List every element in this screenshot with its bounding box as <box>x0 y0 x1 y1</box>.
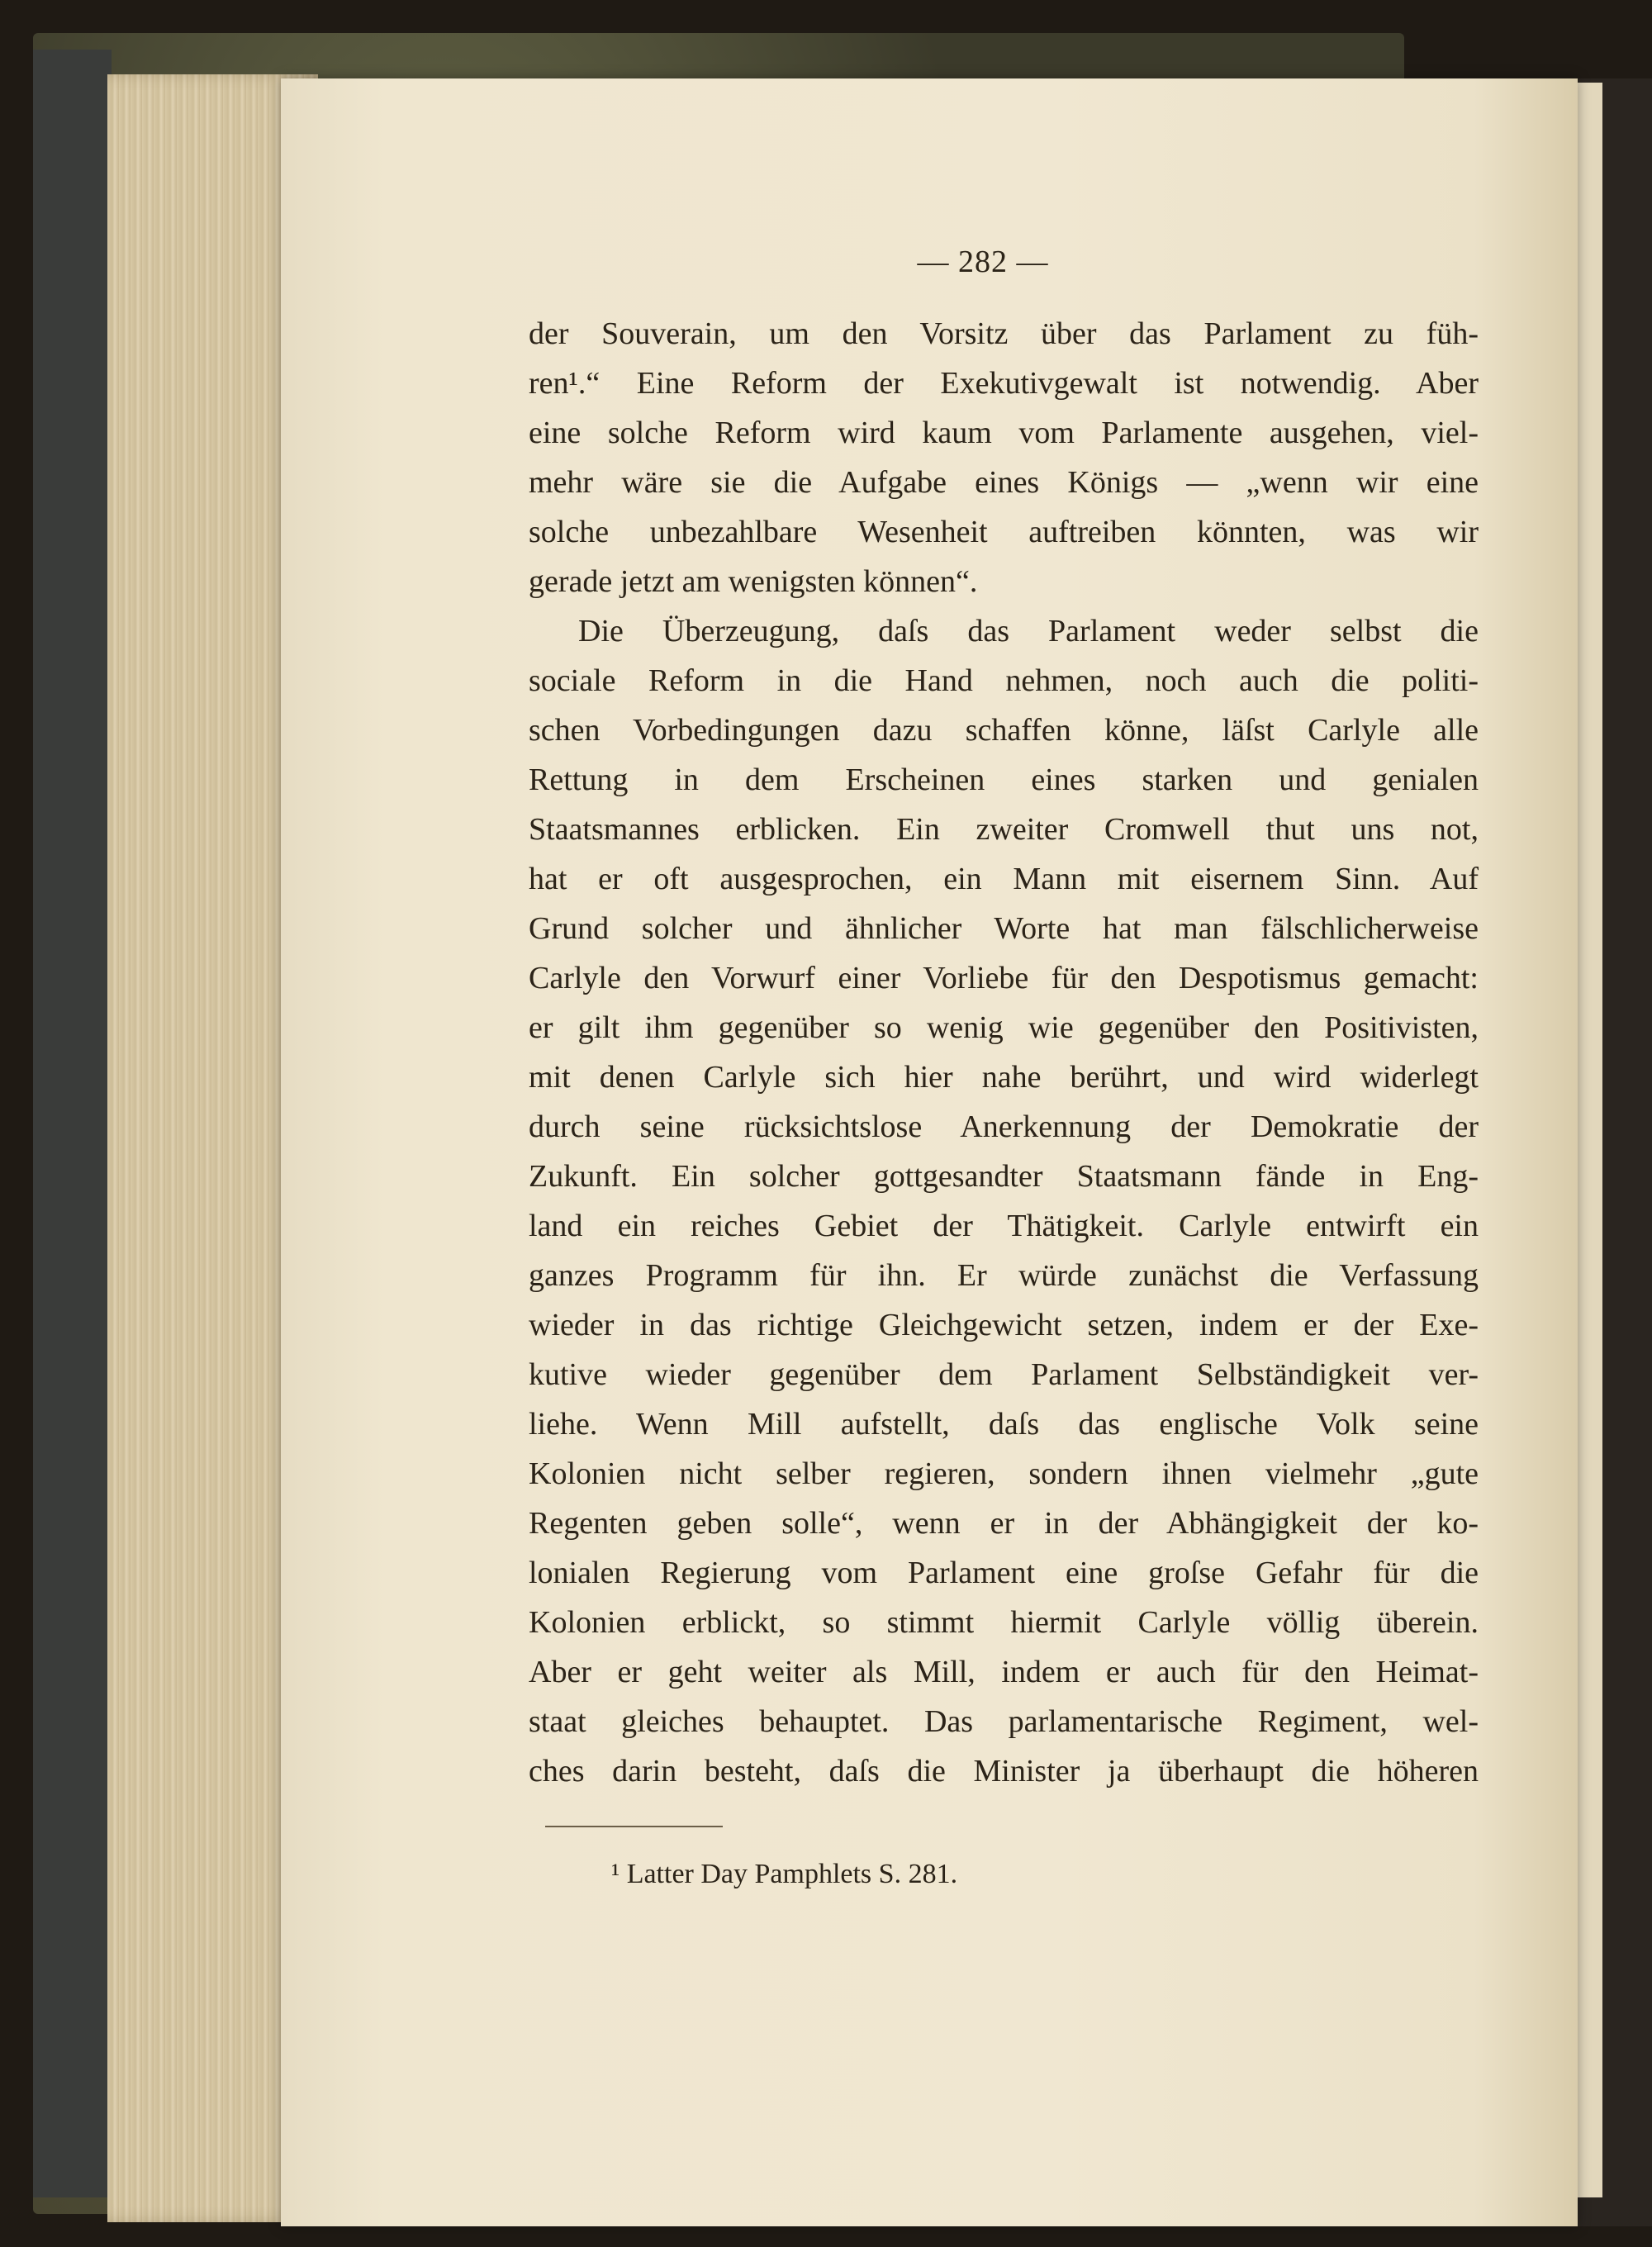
text-line: ches darin besteht, daſs die Minister ja überhaupt die höheren <box>529 1754 1479 1789</box>
next-page-edge <box>1578 83 1602 2197</box>
text-line: Zukunft. Ein solcher gottgesandter Staatsmann fände in Eng- <box>529 1159 1479 1194</box>
text-line: Aber er geht weiter als Mill, indem er auch für den Heimat- <box>529 1655 1479 1689</box>
text-line: durch seine rücksichtslose Anerkennung der Demokratie der <box>529 1109 1479 1144</box>
text-line: Rettung in dem Erscheinen eines starken und genialen <box>529 762 1479 797</box>
cover-spine-edge <box>33 50 112 2197</box>
text-line: land ein reiches Gebiet der Thätigkeit. Carlyle entwirft ein <box>529 1209 1479 1243</box>
text-line: mit denen Carlyle sich hier nahe berührt, und wird widerlegt <box>529 1060 1479 1095</box>
text-line: eine solche Reform wird kaum vom Parlamente ausgehen, viel- <box>529 416 1479 450</box>
text-line: liehe. Wenn Mill aufstellt, daſs das englische Volk seine <box>529 1407 1479 1442</box>
page-number: — 282 — <box>917 245 1049 279</box>
text-line: der Souverain, um den Vorsitz über das Parlament zu füh- <box>529 316 1479 351</box>
text-line: wieder in das richtige Gleichgewicht setzen, indem er der Exe- <box>529 1308 1479 1342</box>
footnote-rule <box>545 1826 723 1827</box>
text-line: sociale Reform in die Hand nehmen, noch auch die politi- <box>529 663 1479 698</box>
text-line: Kolonien nicht selber regieren, sondern ihnen vielmehr „gute <box>529 1456 1479 1491</box>
text-line: ren¹.“ Eine Reform der Exekutivgewalt ist notwendig. Aber <box>529 366 1479 401</box>
text-line: Staatsmannes erblicken. Ein zweiter Cromwell thut uns not, <box>529 812 1479 847</box>
text-line: staat gleiches behauptet. Das parlamentarische Regiment, wel- <box>529 1704 1479 1739</box>
text-line: ganzes Programm für ihn. Er würde zunächst die Verfassung <box>529 1258 1479 1293</box>
text-line: Regenten geben solle“, wenn er in der Abhängigkeit der ko- <box>529 1506 1479 1541</box>
text-line: Kolonien erblickt, so stimmt hiermit Carlyle völlig überein. <box>529 1605 1479 1640</box>
text-line: schen Vorbedingungen dazu schaffen könne, läſst Carlyle alle <box>529 713 1479 748</box>
text-line: Grund solcher und ähnlicher Worte hat man fälschlicherweise <box>529 911 1479 946</box>
text-line: Die Überzeugung, daſs das Parlament weder selbst die <box>578 614 1479 648</box>
footnote: ¹ Latter Day Pamphlets S. 281. <box>611 1859 958 1889</box>
text-line: Carlyle den Vorwurf einer Vorliebe für den Despotismus gemacht: <box>529 961 1479 995</box>
text-line: lonialen Regierung vom Parlament eine groſse Gefahr für die <box>529 1556 1479 1590</box>
text-line: mehr wäre sie die Aufgabe eines Königs — „wenn wir eine <box>529 465 1479 500</box>
text-line: gerade jetzt am wenigsten können“. <box>529 564 978 599</box>
text-line: er gilt ihm gegenüber so wenig wie gegenüber den Positivisten, <box>529 1010 1479 1045</box>
text-line: solche unbezahlbare Wesenheit auftreiben könnten, was wir <box>529 515 1479 549</box>
text-line: hat er oft ausgesprochen, ein Mann mit eisernem Sinn. Auf <box>529 862 1479 896</box>
text-line: kutive wieder gegenüber dem Parlament Selbständigkeit ver- <box>529 1357 1479 1392</box>
